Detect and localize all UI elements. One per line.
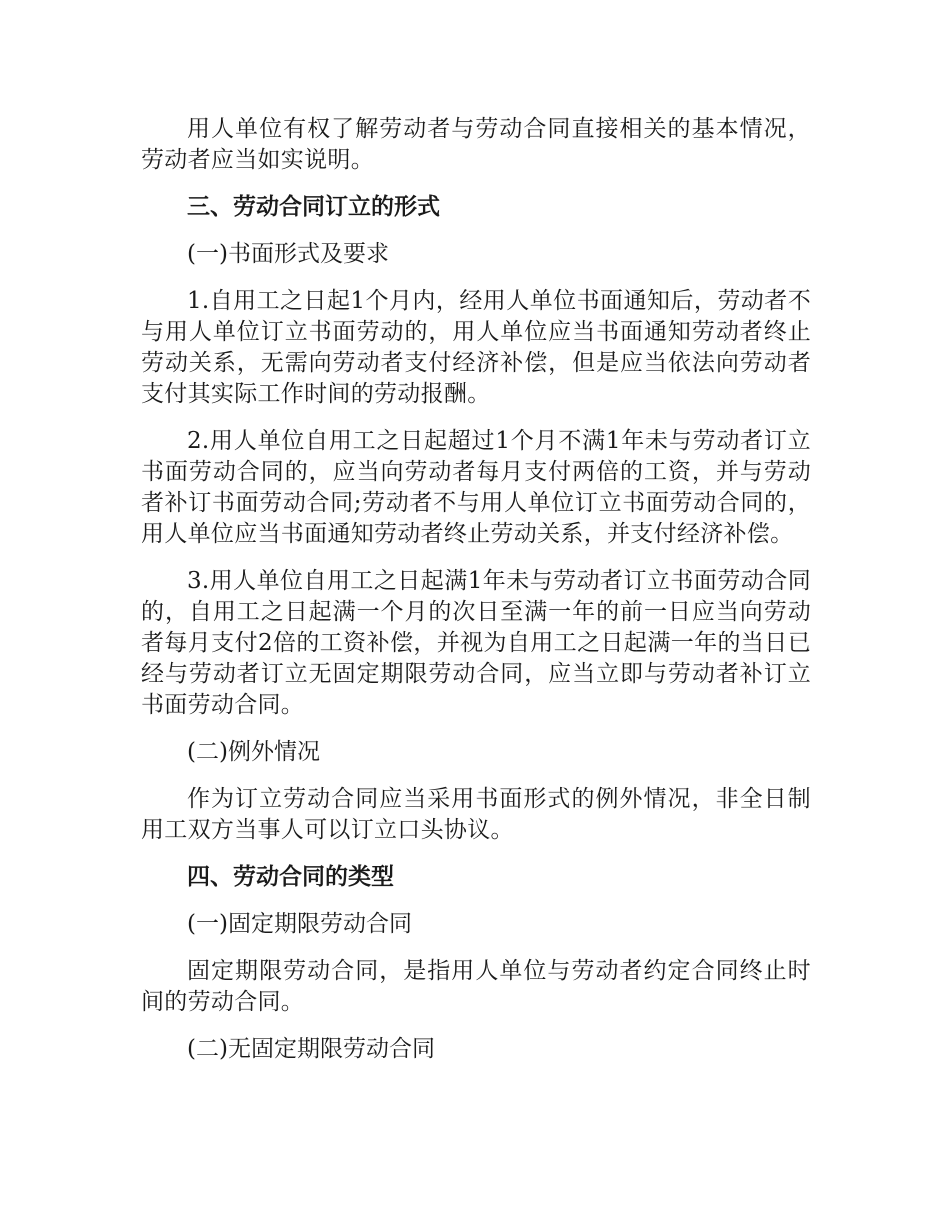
subheading-open-ended: (二)无固定期限劳动合同 bbox=[187, 1036, 435, 1062]
paragraph-employer-right-to-know: 用人单位有权了解劳动者与劳动合同直接相关的基本情况，劳动者应当如实说明。 bbox=[141, 116, 811, 173]
subheading-exceptions: (二)例外情况 bbox=[187, 739, 320, 765]
paragraph-exception-oral-agreement: 作为订立劳动合同应当采用书面形式的例外情况，非全日制用工双方当事人可以订立口头协议。 bbox=[141, 786, 811, 843]
paragraph-rule-3: 3.用人单位自用工之日起满1年未与劳动者订立书面劳动合同的，自用工之日起满一个月的次日至满一年的前一日应当向劳动者每月支付2倍的工资补偿，并视为自用工之日起满一年的当日已经与劳动者订立无固定期限劳动合同，应当立即与劳动者补订立书面劳动合同。 bbox=[141, 568, 811, 718]
paragraph-fixed-term-definition: 固定期限劳动合同，是指用人单位与劳动者约定合同终止时间的劳动合同。 bbox=[141, 958, 811, 1015]
section-heading-contract-types: 四、劳动合同的类型 bbox=[187, 864, 394, 890]
paragraph-rule-2: 2.用人单位自用工之日起超过1个月不满1年未与劳动者订立书面劳动合同的，应当向劳动者每月支付两倍的工资，并与劳动者补订书面劳动合同;劳动者不与用人单位订立书面劳动合同的，用人单位应当书面通知劳动者终止劳动关系，并支付经济补偿。 bbox=[141, 428, 811, 547]
document-body bbox=[141, 114, 811, 1081]
paragraph-rule-1: 1.自用工之日起1个月内，经用人单位书面通知后，劳动者不与用人单位订立书面劳动的，用人单位应当书面通知劳动者终止劳动关系，无需向劳动者支付经济补偿，但是应当依法向劳动者支付其实际工作时间的劳动报酬。 bbox=[141, 288, 811, 407]
subheading-fixed-term: (一)固定期限劳动合同 bbox=[187, 911, 412, 937]
section-heading-contract-form: 三、劳动合同订立的形式 bbox=[187, 194, 440, 220]
subheading-written-form: (一)书面形式及要求 bbox=[187, 241, 389, 267]
